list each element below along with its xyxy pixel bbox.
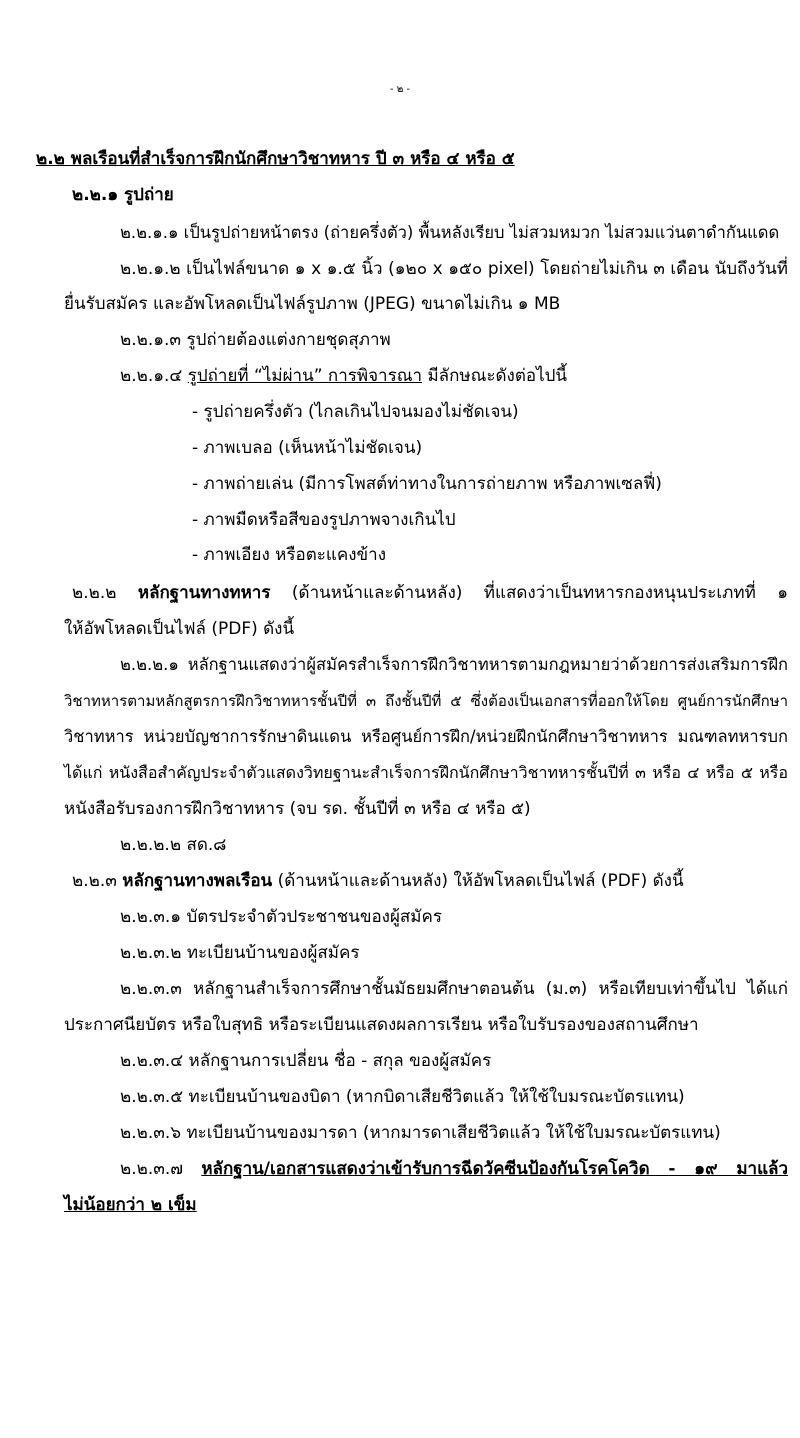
photo-item-4 xyxy=(120,365,567,387)
military-item-1-line: วิชาทหารตามหลักสูตรการฝึกวิชาทหารชั้นปีที่ ๓ ถึงชั้นปีที่ ๕ ซึ่งต้องเป็นเอกสารที่ออกให้โดย ศูนย์การนักศึกษา xyxy=(64,692,788,710)
military-item-2: ๒.๒.๒.๒ สด.๘ xyxy=(120,835,227,855)
civil-item-7-line-1 xyxy=(120,1158,788,1180)
civil-number: ๒.๒.๓ xyxy=(72,871,117,891)
military-section-line-2: ให้อัพโหลดเป็นไฟล์ (PDF) ดังนี้ xyxy=(64,619,295,639)
civil-item-7-line-2: ไม่น้อยกว่า ๒ เข็ม xyxy=(64,1195,197,1215)
civil-title: หลักฐานทางพลเรือน xyxy=(122,871,273,891)
military-item-1-line: ได้แก่ หนังสือสำคัญประจำตัวแสดงวิทยฐานะสำเร็จการฝึกนักศึกษาวิชาทหารชั้นปีที่ ๓ หรือ ๔ หรือ ๕ หรือ xyxy=(64,763,788,782)
civil-title-rest: (ด้านหน้าและด้านหลัง) ให้อัพโหลดเป็นไฟล์ (PDF) ดังนี้ xyxy=(277,871,684,891)
civil-item-5: ๒.๒.๓.๕ ทะเบียนบ้านของบิดา (หากบิดาเสียชีวิตแล้ว ให้ใช้ใบมรณะบัตรแทน) xyxy=(120,1087,685,1107)
civil-item-3-line-1: ๒.๒.๓.๓ หลักฐานสำเร็จการศึกษาชั้นมัธยมศึกษาตอนต้น (ม.๓) หรือเทียบเท่าขึ้นไป ได้แก่ xyxy=(120,979,788,999)
military-section-line-1 xyxy=(72,582,788,604)
military-item-1-line: วิชาทหาร หน่วยบัญชาการรักษาดินแดน หรือศูนย์การฝึก/หน่วยฝึกนักศึกษาวิชาทหาร มณฑลทหารบก xyxy=(64,727,788,746)
reject-item: - ภาพเอียง หรือตะแคงข้าง xyxy=(192,545,386,565)
military-line-1-rest: (ด้านหน้าและด้านหลัง) ที่แสดงว่าเป็นทหารกองหนุนประเภทที่ ๑ xyxy=(291,583,789,603)
civil-section-title xyxy=(72,870,684,892)
reject-item: - ภาพเบลอ (เห็นหน้าไม่ชัดเจน) xyxy=(192,438,423,458)
civil-item-3-line-2: ประกาศนียบัตร หรือใบสุทธิ หรือระเบียนแสดงผลการเรียน หรือใบรับรองของสถานศึกษา xyxy=(64,1015,699,1035)
photo-item-4-rest: มีลักษณะดังต่อไปนี้ xyxy=(427,366,568,386)
civil-item-6: ๒.๒.๓.๖ ทะเบียนบ้านของมารดา (หากมารดาเสียชีวิตแล้ว ให้ใช้ใบมรณะบัตรแทน) xyxy=(120,1123,721,1143)
photo-item-4-number: ๒.๒.๑.๔ xyxy=(120,366,183,386)
photo-item-3: ๒.๒.๑.๓ รูปถ่ายต้องแต่งกายชุดสุภาพ xyxy=(120,330,391,350)
reject-item: - ภาพถ่ายเล่น (มีการโพสต์ท่าทางในการถ่ายภาพ หรือภาพเซลฟี่) xyxy=(192,474,662,494)
civil-item-1: ๒.๒.๓.๑ บัตรประจำตัวประชาชนของผู้สมัคร xyxy=(120,907,443,927)
reject-item: - รูปถ่ายครึ่งตัว (ไกลเกินไปจนมองไม่ชัดเจน) xyxy=(192,402,519,422)
page-number: - ๒ - xyxy=(389,84,411,95)
military-title: หลักฐานทางทหาร xyxy=(137,583,271,603)
civil-item-4: ๒.๒.๓.๔ หลักฐานการเปลี่ยน ชื่อ - สกุล ของผู้สมัคร xyxy=(120,1051,492,1071)
photo-item-2-line-1: ๒.๒.๑.๒ เป็นไฟล์ขนาด ๑ x ๑.๕ นิ้ว (๑๒๐ x ๑๕๐ pixel) โดยถ่ายไม่เกิน ๓ เดือน นับถึงวันที่ xyxy=(120,259,788,279)
photo-item-4-underlined: รูปถ่ายที่ “ไม่ผ่าน” การพิจารณา xyxy=(187,366,423,386)
civil-item-7-title: หลักฐาน/เอกสารแสดงว่าเข้ารับการฉีดวัคซีนป้องกันโรคโควิด - ๑๙ มาแล้ว xyxy=(201,1159,788,1179)
military-item-1-line: หนังสือรับรองการฝึกวิชาทหาร (จบ รด. ชั้นปีที่ ๓ หรือ ๔ หรือ ๕) xyxy=(64,799,531,819)
photo-section-title: ๒.๒.๑ รูปถ่าย xyxy=(72,185,174,205)
military-item-1-line: ๒.๒.๒.๑ หลักฐานแสดงว่าผู้สมัครสำเร็จการฝึกวิชาทหารตามกฎหมายว่าด้วยการส่งเสริมการฝึก xyxy=(120,655,788,674)
civil-item-7-number: ๒.๒.๓.๗ xyxy=(120,1159,184,1179)
section-heading: ๒.๒ พลเรือนที่สำเร็จการฝึกนักศึกษาวิชาทหาร ปี ๓ หรือ ๔ หรือ ๕ xyxy=(36,149,515,169)
reject-item: - ภาพมืดหรือสีของรูปภาพจางเกินไป xyxy=(192,510,456,530)
photo-item-1: ๒.๒.๑.๑ เป็นรูปถ่ายหน้าตรง (ถ่ายครึ่งตัว) พื้นหลังเรียบ ไม่สวมหมวก ไม่สวมแว่นตาดำกันแดด xyxy=(120,223,780,242)
military-number: ๒.๒.๒ xyxy=(72,583,117,603)
photo-item-2-line-2: ยื่นรับสมัคร และอัพโหลดเป็นไฟล์รูปภาพ (JPEG) ขนาดไม่เกิน ๑ MB xyxy=(64,294,561,314)
civil-item-2: ๒.๒.๓.๒ ทะเบียนบ้านของผู้สมัคร xyxy=(120,943,360,963)
